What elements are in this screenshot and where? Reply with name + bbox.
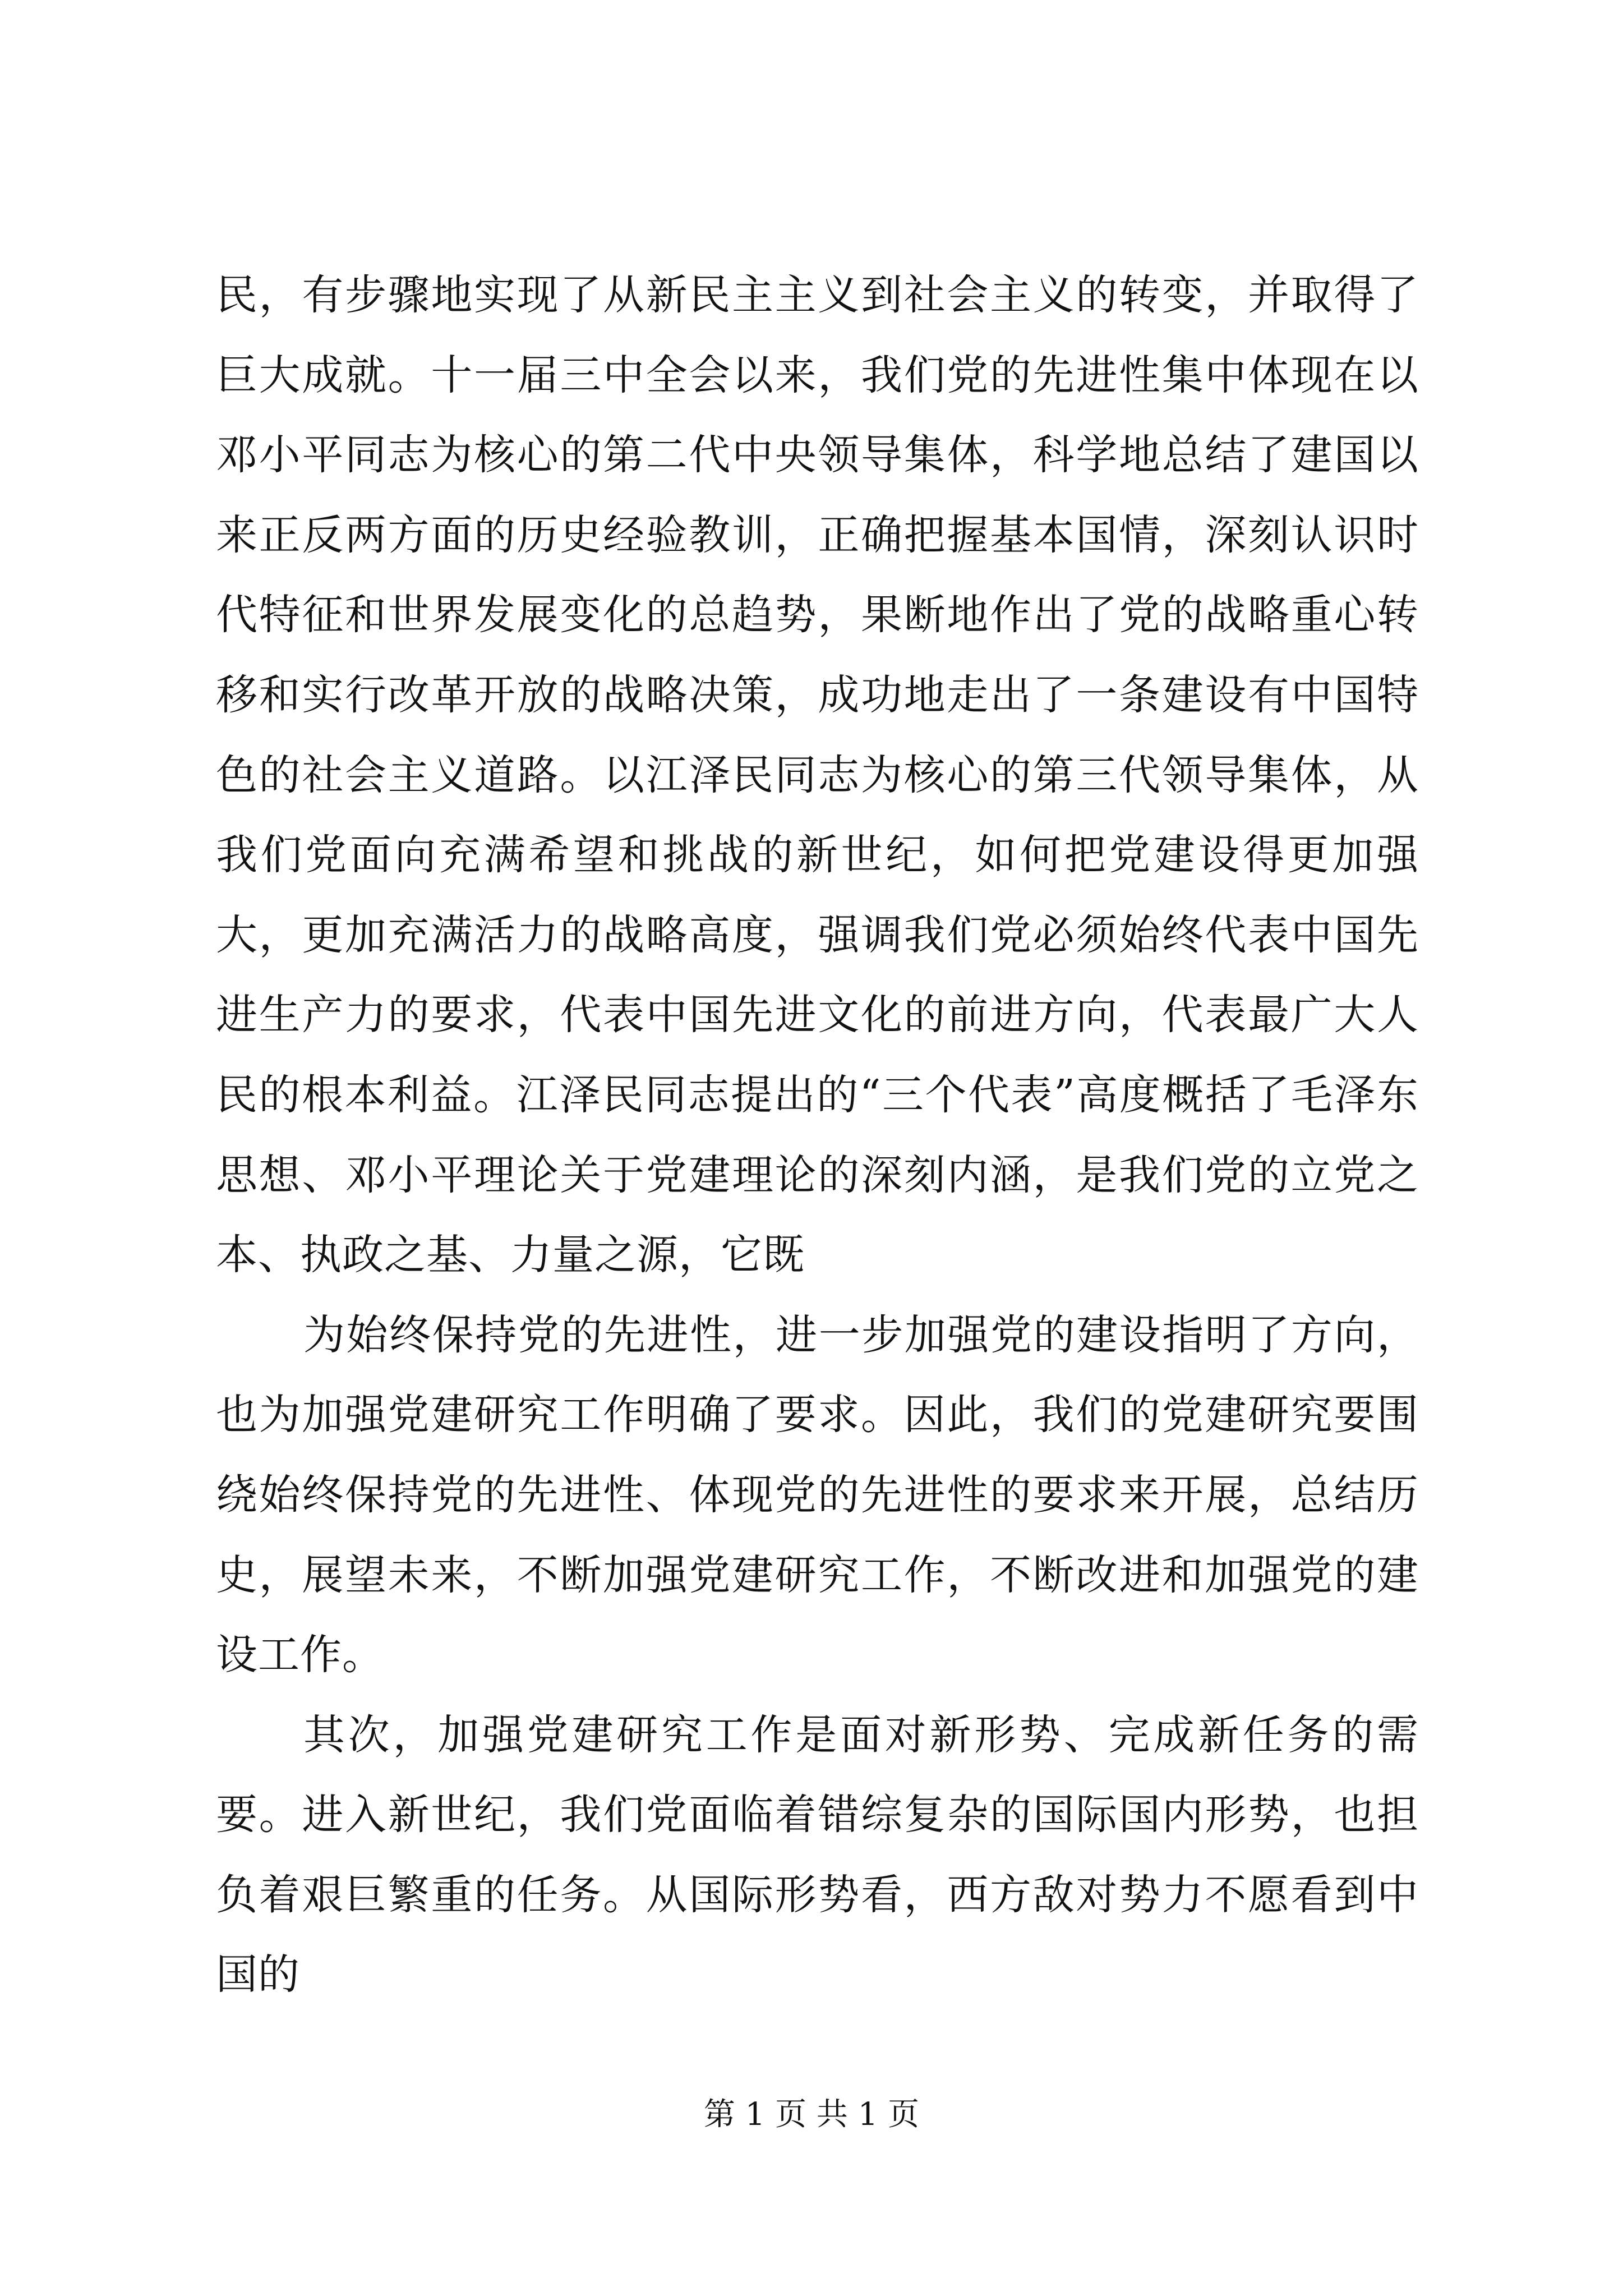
paragraph-3: 其次，加强党建研究工作是面对新形势、完成新任务的需要。进入新世纪，我们党面临着错综复杂的国际国内形势，也担负着艰巨繁重的任务。从国际形势看，西方敌对势力不愿看到中国的 xyxy=(216,1710,1419,1999)
page-number-label: 第 1 页 共 1 页 xyxy=(703,2096,920,2133)
page-footer xyxy=(0,2095,1623,2134)
paragraph-1: 民，有步骤地实现了从新民主主义到社会主义的转变，并取得了巨大成就。十一届三中全会以来，我们党的先进性集中体现在以邓小平同志为核心的第二代中央领导集体，科学地总结了建国以来正反两方面的历史经验教训，正确把握基本国情，深刻认识时代特征和世界发展变化的总趋势，果断地作出了党的战略重心转移和实行改革开放的战略决策，成功地走出了一条建设有中国特色的社会主义道路。以江泽民同志为核心的第三代领导集体，从我们党面向充满希望和挑战的新世纪，如何把党建设得更加强大，更加充满活力的战略高度，强调我们党必须始终代表中国先进生产力的要求，代表中国先进文化的前进方向，代表最广大人民的根本利益。江泽民同志提出的“三个代表”高度概括了毛泽东思想、邓小平理论关于党建理论的深刻内涵，是我们党的立党之本、执政之基、力量之源，它既 xyxy=(216,271,1419,1280)
document-body xyxy=(216,255,1419,2015)
paragraph-2: 为始终保持党的先进性，进一步加强党的建设指明了方向，也为加强党建研究工作明确了要求。因此，我们的党建研究要围绕始终保持党的先进性、体现党的先进性的要求来开展，总结历史，展望未来，不断加强党建研究工作，不断改进和加强党的建设工作。 xyxy=(216,1310,1419,1680)
